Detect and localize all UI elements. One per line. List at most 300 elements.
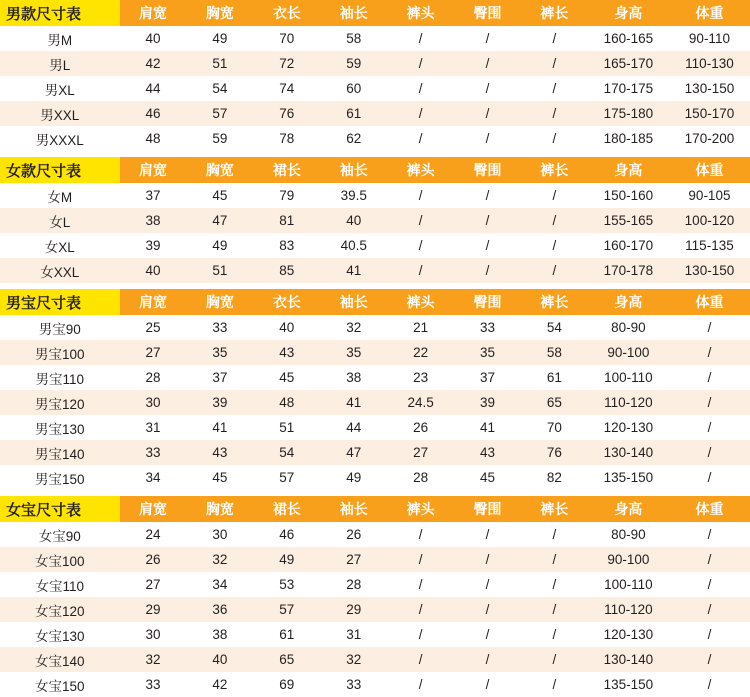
column-header: 肩宽 bbox=[120, 496, 187, 522]
cell-value: 70 bbox=[253, 26, 320, 51]
cell-value: 130-140 bbox=[588, 647, 669, 672]
column-header: 体重 bbox=[669, 157, 750, 183]
cell-value: 33 bbox=[186, 315, 253, 340]
cell-value: / bbox=[521, 597, 588, 622]
cell-value: 62 bbox=[320, 126, 387, 151]
cell-value: 90-105 bbox=[669, 183, 750, 208]
size-table-men bbox=[0, 0, 750, 151]
cell-value: 61 bbox=[253, 622, 320, 647]
column-header: 胸宽 bbox=[186, 289, 253, 315]
cell-value: 130-150 bbox=[669, 76, 750, 101]
cell-value: / bbox=[669, 622, 750, 647]
cell-value: 37 bbox=[454, 365, 521, 390]
cell-value: / bbox=[387, 622, 454, 647]
cell-value: / bbox=[387, 76, 454, 101]
row-label: 女XXL bbox=[0, 258, 120, 283]
table-row bbox=[0, 547, 750, 572]
cell-value: / bbox=[521, 76, 588, 101]
cell-value: 160-165 bbox=[588, 26, 669, 51]
row-label: 女宝130 bbox=[0, 622, 120, 647]
cell-value: / bbox=[454, 183, 521, 208]
cell-value: 45 bbox=[253, 365, 320, 390]
cell-value: 175-180 bbox=[588, 101, 669, 126]
cell-value: 49 bbox=[253, 547, 320, 572]
row-label: 女宝120 bbox=[0, 597, 120, 622]
row-label: 女L bbox=[0, 208, 120, 233]
row-label: 男宝110 bbox=[0, 365, 120, 390]
cell-value: 39 bbox=[454, 390, 521, 415]
cell-value: 21 bbox=[387, 315, 454, 340]
cell-value: 170-178 bbox=[588, 258, 669, 283]
cell-value: 26 bbox=[320, 522, 387, 547]
row-label: 男XXXL bbox=[0, 126, 120, 151]
size-table-girl bbox=[0, 496, 750, 697]
table-row bbox=[0, 208, 750, 233]
row-label: 男L bbox=[0, 51, 120, 76]
column-header: 体重 bbox=[669, 496, 750, 522]
cell-value: 26 bbox=[120, 547, 187, 572]
cell-value: / bbox=[521, 672, 588, 697]
column-header: 裙长 bbox=[253, 496, 320, 522]
cell-value: 41 bbox=[454, 415, 521, 440]
cell-value: 24.5 bbox=[387, 390, 454, 415]
cell-value: / bbox=[521, 547, 588, 572]
column-header: 裤长 bbox=[521, 496, 588, 522]
cell-value: 155-165 bbox=[588, 208, 669, 233]
cell-value: 81 bbox=[253, 208, 320, 233]
cell-value: 61 bbox=[320, 101, 387, 126]
cell-value: 41 bbox=[320, 258, 387, 283]
cell-value: / bbox=[521, 183, 588, 208]
cell-value: 27 bbox=[387, 440, 454, 465]
column-header: 袖长 bbox=[320, 289, 387, 315]
table-row bbox=[0, 233, 750, 258]
cell-value: 72 bbox=[253, 51, 320, 76]
cell-value: 30 bbox=[120, 622, 187, 647]
cell-value: / bbox=[454, 647, 521, 672]
cell-value: 31 bbox=[320, 622, 387, 647]
cell-value: 120-130 bbox=[588, 622, 669, 647]
size-table-boy bbox=[0, 289, 750, 490]
cell-value: / bbox=[454, 101, 521, 126]
cell-value: 27 bbox=[320, 547, 387, 572]
table-header-row bbox=[0, 496, 750, 522]
cell-value: 35 bbox=[454, 340, 521, 365]
row-label: 女宝150 bbox=[0, 672, 120, 697]
cell-value: 100-110 bbox=[588, 572, 669, 597]
column-header: 臀围 bbox=[454, 157, 521, 183]
cell-value: / bbox=[669, 522, 750, 547]
cell-value: / bbox=[669, 465, 750, 490]
cell-value: 31 bbox=[120, 415, 187, 440]
table-row bbox=[0, 365, 750, 390]
cell-value: / bbox=[521, 126, 588, 151]
table-header-row bbox=[0, 289, 750, 315]
cell-value: 69 bbox=[253, 672, 320, 697]
cell-value: 51 bbox=[186, 258, 253, 283]
cell-value: 32 bbox=[120, 647, 187, 672]
cell-value: / bbox=[454, 208, 521, 233]
cell-value: 54 bbox=[186, 76, 253, 101]
cell-value: 29 bbox=[120, 597, 187, 622]
cell-value: / bbox=[669, 647, 750, 672]
cell-value: 115-135 bbox=[669, 233, 750, 258]
cell-value: 51 bbox=[253, 415, 320, 440]
cell-value: 70 bbox=[521, 415, 588, 440]
cell-value: 100-120 bbox=[669, 208, 750, 233]
cell-value: / bbox=[454, 233, 521, 258]
column-header: 袖长 bbox=[320, 0, 387, 26]
cell-value: 74 bbox=[253, 76, 320, 101]
cell-value: 49 bbox=[186, 26, 253, 51]
cell-value: 32 bbox=[320, 315, 387, 340]
cell-value: 36 bbox=[186, 597, 253, 622]
cell-value: / bbox=[521, 522, 588, 547]
table-header-row bbox=[0, 157, 750, 183]
cell-value: 40.5 bbox=[320, 233, 387, 258]
cell-value: 37 bbox=[120, 183, 187, 208]
cell-value: 83 bbox=[253, 233, 320, 258]
row-label: 女宝100 bbox=[0, 547, 120, 572]
cell-value: 30 bbox=[120, 390, 187, 415]
cell-value: 54 bbox=[521, 315, 588, 340]
cell-value: 90-100 bbox=[588, 340, 669, 365]
row-label: 男宝150 bbox=[0, 465, 120, 490]
cell-value: 135-150 bbox=[588, 465, 669, 490]
table-row bbox=[0, 340, 750, 365]
cell-value: / bbox=[387, 183, 454, 208]
row-label: 女XL bbox=[0, 233, 120, 258]
cell-value: 23 bbox=[387, 365, 454, 390]
cell-value: / bbox=[387, 26, 454, 51]
cell-value: 34 bbox=[120, 465, 187, 490]
cell-value: 27 bbox=[120, 572, 187, 597]
cell-value: 28 bbox=[120, 365, 187, 390]
cell-value: / bbox=[521, 233, 588, 258]
column-header: 臀围 bbox=[454, 496, 521, 522]
cell-value: / bbox=[387, 647, 454, 672]
cell-value: 26 bbox=[387, 415, 454, 440]
cell-value: 27 bbox=[120, 340, 187, 365]
row-label: 男宝100 bbox=[0, 340, 120, 365]
cell-value: / bbox=[669, 415, 750, 440]
cell-value: 40 bbox=[120, 258, 187, 283]
cell-value: 130-150 bbox=[669, 258, 750, 283]
cell-value: 76 bbox=[253, 101, 320, 126]
cell-value: 110-130 bbox=[669, 51, 750, 76]
cell-value: 39.5 bbox=[320, 183, 387, 208]
cell-value: / bbox=[669, 672, 750, 697]
cell-value: / bbox=[387, 126, 454, 151]
column-header: 裤长 bbox=[521, 0, 588, 26]
table-row bbox=[0, 51, 750, 76]
table-title: 男宝尺寸表 bbox=[0, 289, 120, 315]
column-header: 身高 bbox=[588, 289, 669, 315]
cell-value: 30 bbox=[186, 522, 253, 547]
cell-value: 47 bbox=[320, 440, 387, 465]
cell-value: 76 bbox=[521, 440, 588, 465]
cell-value: 58 bbox=[521, 340, 588, 365]
cell-value: 33 bbox=[320, 672, 387, 697]
table-row bbox=[0, 315, 750, 340]
row-label: 男宝130 bbox=[0, 415, 120, 440]
cell-value: 24 bbox=[120, 522, 187, 547]
column-header: 裤头 bbox=[387, 157, 454, 183]
table-row bbox=[0, 183, 750, 208]
cell-value: / bbox=[521, 101, 588, 126]
cell-value: 110-120 bbox=[588, 597, 669, 622]
cell-value: 82 bbox=[521, 465, 588, 490]
cell-value: 65 bbox=[521, 390, 588, 415]
cell-value: 45 bbox=[186, 465, 253, 490]
cell-value: 41 bbox=[320, 390, 387, 415]
column-header: 衣长 bbox=[253, 0, 320, 26]
row-label: 女宝140 bbox=[0, 647, 120, 672]
cell-value: 28 bbox=[320, 572, 387, 597]
cell-value: / bbox=[669, 365, 750, 390]
cell-value: 135-150 bbox=[588, 672, 669, 697]
cell-value: 44 bbox=[120, 76, 187, 101]
table-row bbox=[0, 522, 750, 547]
table-row bbox=[0, 597, 750, 622]
table-row bbox=[0, 647, 750, 672]
cell-value: 42 bbox=[120, 51, 187, 76]
cell-value: 90-110 bbox=[669, 26, 750, 51]
column-header: 裙长 bbox=[253, 157, 320, 183]
table-row bbox=[0, 390, 750, 415]
cell-value: 78 bbox=[253, 126, 320, 151]
cell-value: / bbox=[669, 340, 750, 365]
table-row bbox=[0, 126, 750, 151]
column-header: 体重 bbox=[669, 289, 750, 315]
row-label: 女宝110 bbox=[0, 572, 120, 597]
row-label: 男XXL bbox=[0, 101, 120, 126]
cell-value: 40 bbox=[320, 208, 387, 233]
cell-value: / bbox=[454, 76, 521, 101]
cell-value: 48 bbox=[120, 126, 187, 151]
cell-value: 43 bbox=[253, 340, 320, 365]
cell-value: / bbox=[669, 315, 750, 340]
cell-value: / bbox=[669, 547, 750, 572]
cell-value: 46 bbox=[120, 101, 187, 126]
cell-value: 57 bbox=[186, 101, 253, 126]
cell-value: 39 bbox=[186, 390, 253, 415]
cell-value: / bbox=[387, 572, 454, 597]
column-header: 肩宽 bbox=[120, 0, 187, 26]
cell-value: / bbox=[521, 572, 588, 597]
cell-value: 180-185 bbox=[588, 126, 669, 151]
cell-value: 32 bbox=[320, 647, 387, 672]
cell-value: / bbox=[387, 597, 454, 622]
column-header: 肩宽 bbox=[120, 157, 187, 183]
table-row bbox=[0, 258, 750, 283]
cell-value: 57 bbox=[253, 597, 320, 622]
cell-value: / bbox=[521, 622, 588, 647]
column-header: 裤长 bbox=[521, 157, 588, 183]
table-row bbox=[0, 26, 750, 51]
cell-value: 40 bbox=[186, 647, 253, 672]
cell-value: / bbox=[454, 672, 521, 697]
cell-value: 34 bbox=[186, 572, 253, 597]
row-label: 男M bbox=[0, 26, 120, 51]
cell-value: / bbox=[387, 522, 454, 547]
cell-value: 40 bbox=[253, 315, 320, 340]
table-title: 女宝尺寸表 bbox=[0, 496, 120, 522]
cell-value: / bbox=[669, 572, 750, 597]
cell-value: 170-175 bbox=[588, 76, 669, 101]
cell-value: 33 bbox=[120, 672, 187, 697]
cell-value: / bbox=[454, 258, 521, 283]
cell-value: / bbox=[454, 126, 521, 151]
cell-value: 49 bbox=[320, 465, 387, 490]
cell-value: 80-90 bbox=[588, 522, 669, 547]
cell-value: 43 bbox=[186, 440, 253, 465]
cell-value: / bbox=[521, 647, 588, 672]
cell-value: / bbox=[454, 572, 521, 597]
cell-value: 57 bbox=[253, 465, 320, 490]
column-header: 裤头 bbox=[387, 0, 454, 26]
cell-value: 165-170 bbox=[588, 51, 669, 76]
cell-value: 47 bbox=[186, 208, 253, 233]
cell-value: 160-170 bbox=[588, 233, 669, 258]
cell-value: / bbox=[521, 208, 588, 233]
column-header: 身高 bbox=[588, 157, 669, 183]
cell-value: / bbox=[454, 522, 521, 547]
row-label: 男宝120 bbox=[0, 390, 120, 415]
cell-value: 120-130 bbox=[588, 415, 669, 440]
column-header: 身高 bbox=[588, 496, 669, 522]
table-row bbox=[0, 415, 750, 440]
cell-value: 42 bbox=[186, 672, 253, 697]
table-title: 女款尺寸表 bbox=[0, 157, 120, 183]
cell-value: 65 bbox=[253, 647, 320, 672]
cell-value: 79 bbox=[253, 183, 320, 208]
cell-value: 33 bbox=[120, 440, 187, 465]
table-row bbox=[0, 572, 750, 597]
column-header: 袖长 bbox=[320, 157, 387, 183]
cell-value: / bbox=[669, 440, 750, 465]
cell-value: / bbox=[521, 51, 588, 76]
cell-value: 49 bbox=[186, 233, 253, 258]
table-row bbox=[0, 76, 750, 101]
cell-value: 35 bbox=[186, 340, 253, 365]
cell-value: / bbox=[521, 26, 588, 51]
cell-value: 59 bbox=[320, 51, 387, 76]
column-header: 衣长 bbox=[253, 289, 320, 315]
cell-value: / bbox=[454, 51, 521, 76]
cell-value: 54 bbox=[253, 440, 320, 465]
cell-value: / bbox=[387, 233, 454, 258]
table-row bbox=[0, 440, 750, 465]
column-header: 臀围 bbox=[454, 289, 521, 315]
cell-value: 61 bbox=[521, 365, 588, 390]
column-header: 胸宽 bbox=[186, 0, 253, 26]
cell-value: 110-120 bbox=[588, 390, 669, 415]
cell-value: 39 bbox=[120, 233, 187, 258]
cell-value: / bbox=[387, 208, 454, 233]
cell-value: / bbox=[521, 258, 588, 283]
cell-value: / bbox=[387, 258, 454, 283]
cell-value: 150-170 bbox=[669, 101, 750, 126]
cell-value: 46 bbox=[253, 522, 320, 547]
cell-value: 35 bbox=[320, 340, 387, 365]
size-table-women bbox=[0, 157, 750, 283]
cell-value: 45 bbox=[186, 183, 253, 208]
table-header-row bbox=[0, 0, 750, 26]
cell-value: 170-200 bbox=[669, 126, 750, 151]
table-row bbox=[0, 465, 750, 490]
table-row bbox=[0, 622, 750, 647]
column-header: 肩宽 bbox=[120, 289, 187, 315]
cell-value: / bbox=[454, 547, 521, 572]
column-header: 裤长 bbox=[521, 289, 588, 315]
cell-value: 33 bbox=[454, 315, 521, 340]
cell-value: / bbox=[454, 597, 521, 622]
cell-value: 60 bbox=[320, 76, 387, 101]
cell-value: 22 bbox=[387, 340, 454, 365]
cell-value: 45 bbox=[454, 465, 521, 490]
row-label: 女宝90 bbox=[0, 522, 120, 547]
column-header: 胸宽 bbox=[186, 496, 253, 522]
cell-value: 28 bbox=[387, 465, 454, 490]
cell-value: 150-160 bbox=[588, 183, 669, 208]
cell-value: 48 bbox=[253, 390, 320, 415]
row-label: 男XL bbox=[0, 76, 120, 101]
cell-value: 100-110 bbox=[588, 365, 669, 390]
cell-value: / bbox=[387, 672, 454, 697]
column-header: 臀围 bbox=[454, 0, 521, 26]
cell-value: 85 bbox=[253, 258, 320, 283]
cell-value: 53 bbox=[253, 572, 320, 597]
cell-value: 130-140 bbox=[588, 440, 669, 465]
cell-value: / bbox=[387, 101, 454, 126]
table-title: 男款尺寸表 bbox=[0, 0, 120, 26]
cell-value: 38 bbox=[320, 365, 387, 390]
column-header: 裤头 bbox=[387, 496, 454, 522]
cell-value: / bbox=[669, 390, 750, 415]
row-label: 男宝90 bbox=[0, 315, 120, 340]
cell-value: 58 bbox=[320, 26, 387, 51]
cell-value: / bbox=[387, 547, 454, 572]
column-header: 身高 bbox=[588, 0, 669, 26]
cell-value: 25 bbox=[120, 315, 187, 340]
cell-value: 29 bbox=[320, 597, 387, 622]
cell-value: 38 bbox=[186, 622, 253, 647]
cell-value: 40 bbox=[120, 26, 187, 51]
table-row bbox=[0, 101, 750, 126]
cell-value: / bbox=[454, 26, 521, 51]
row-label: 男宝140 bbox=[0, 440, 120, 465]
column-header: 体重 bbox=[669, 0, 750, 26]
cell-value: 59 bbox=[186, 126, 253, 151]
cell-value: / bbox=[454, 622, 521, 647]
cell-value: / bbox=[387, 51, 454, 76]
cell-value: 44 bbox=[320, 415, 387, 440]
row-label: 女M bbox=[0, 183, 120, 208]
cell-value: 38 bbox=[120, 208, 187, 233]
cell-value: 90-100 bbox=[588, 547, 669, 572]
cell-value: 41 bbox=[186, 415, 253, 440]
cell-value: / bbox=[669, 597, 750, 622]
column-header: 袖长 bbox=[320, 496, 387, 522]
cell-value: 80-90 bbox=[588, 315, 669, 340]
cell-value: 32 bbox=[186, 547, 253, 572]
column-header: 胸宽 bbox=[186, 157, 253, 183]
cell-value: 37 bbox=[186, 365, 253, 390]
cell-value: 51 bbox=[186, 51, 253, 76]
cell-value: 43 bbox=[454, 440, 521, 465]
column-header: 裤头 bbox=[387, 289, 454, 315]
